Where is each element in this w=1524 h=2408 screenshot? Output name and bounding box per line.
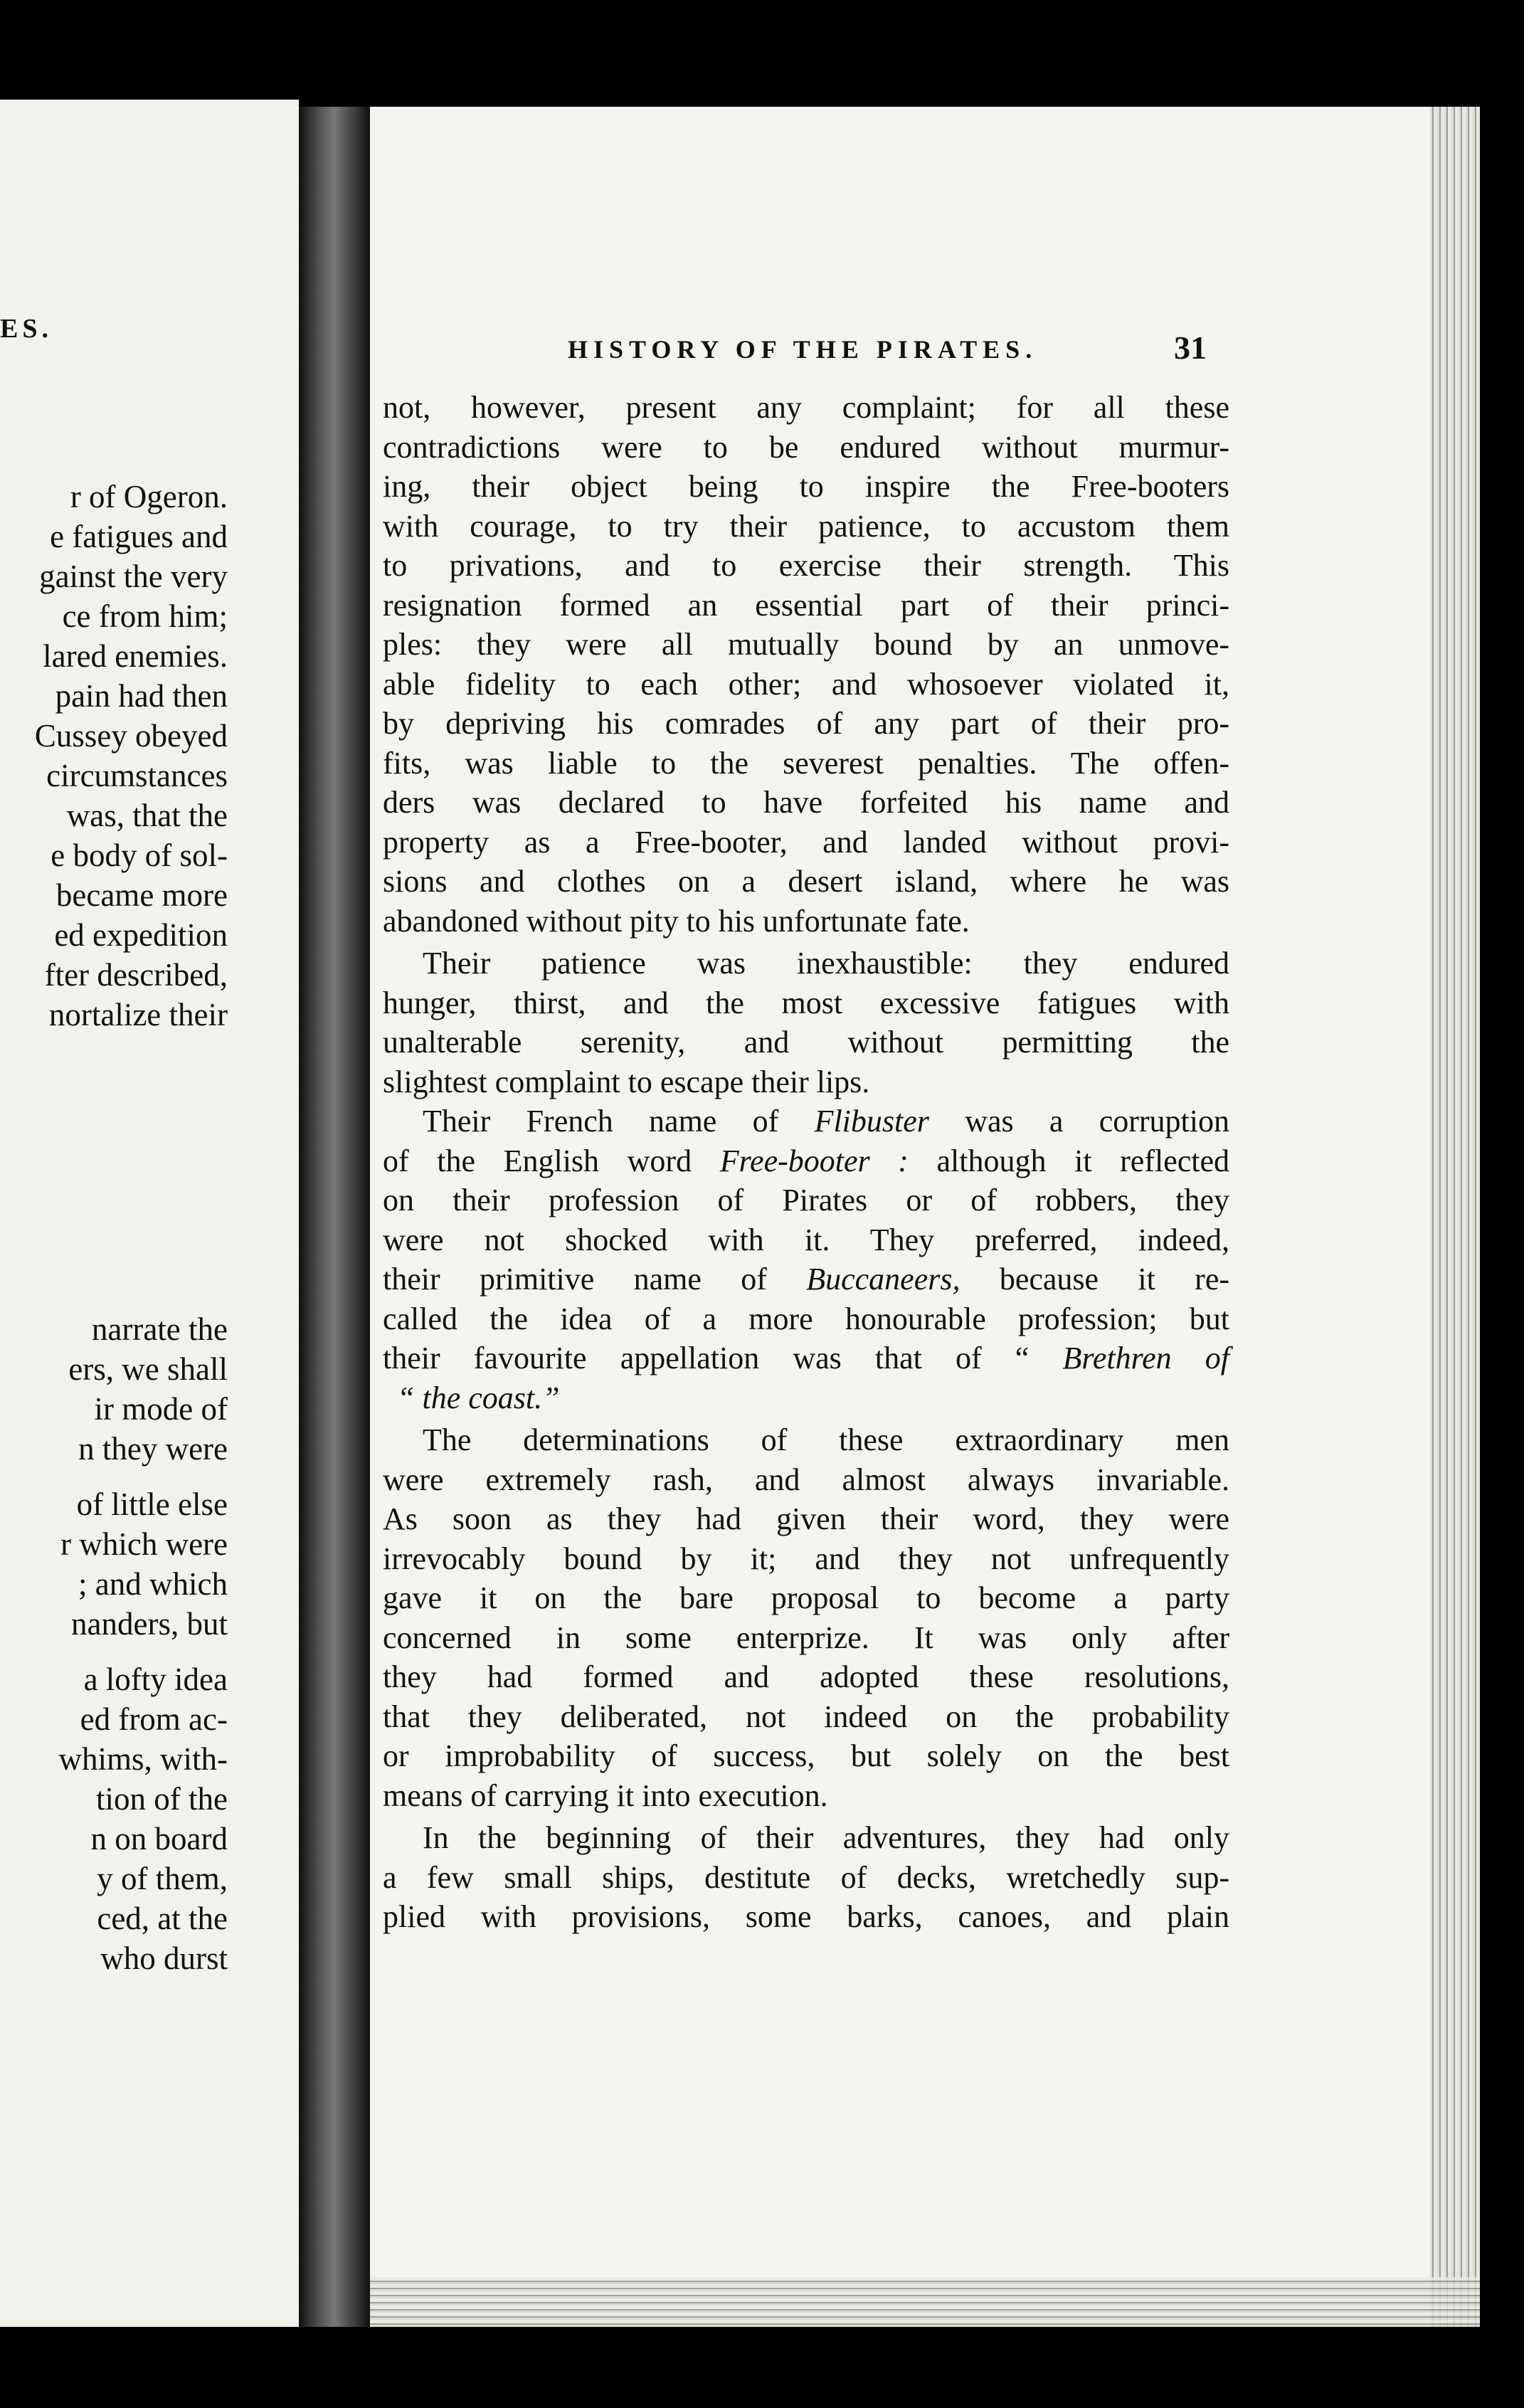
text-line: a few small ships, destitute of decks, wretchedly sup- bbox=[383, 1859, 1229, 1895]
left-line: ced, at the bbox=[97, 1901, 228, 1936]
text-run: although it reflected bbox=[936, 1143, 1230, 1178]
text-run: was a corruption bbox=[965, 1104, 1230, 1139]
left-line: n on board bbox=[90, 1821, 228, 1857]
left-page-fragment bbox=[0, 100, 299, 2327]
text-run: their primitive name of bbox=[383, 1262, 767, 1297]
text-line: or improbability of success, but solely on the best bbox=[383, 1738, 1229, 1773]
left-line: circumstances bbox=[46, 758, 228, 793]
left-line: ed from ac- bbox=[80, 1701, 228, 1737]
text-line bbox=[383, 1338, 1229, 1378]
left-line: ed expedition bbox=[54, 917, 228, 953]
text-run: because it re- bbox=[999, 1262, 1230, 1297]
text-line: by depriving his comrades of any part of their pro- bbox=[383, 706, 1229, 741]
left-line: a lofty idea bbox=[83, 1662, 228, 1697]
text-line: unalterable serenity, and without permitting the bbox=[383, 1025, 1229, 1060]
left-line: ; and which bbox=[78, 1566, 228, 1602]
left-line: who durst bbox=[100, 1940, 228, 1976]
paragraph-gap bbox=[0, 1469, 228, 1484]
text-line: gave it on the bare proposal to become a party bbox=[383, 1580, 1229, 1615]
left-line: ce from him; bbox=[62, 598, 228, 634]
text-line: sions and clothes on a desert island, where he was bbox=[383, 864, 1229, 899]
text-line: hunger, thirst, and the most excessive fatigues with bbox=[383, 985, 1229, 1020]
paragraph-gap bbox=[0, 1644, 228, 1659]
italic-term: Flibuster bbox=[814, 1104, 929, 1139]
text-line: were extremely rash, and almost always invariable. bbox=[383, 1462, 1229, 1497]
text-line: that they deliberated, not indeed on the probability bbox=[383, 1699, 1229, 1734]
text-line: property as a Free-booter, and landed without provi- bbox=[383, 824, 1229, 860]
text-line: not, however, present any complaint; for all these bbox=[383, 390, 1229, 425]
text-line: were not shocked with it. They preferred, indeed, bbox=[383, 1222, 1229, 1257]
text-line: means of carrying it into execution. bbox=[383, 1778, 828, 1813]
left-line: e body of sol- bbox=[51, 838, 228, 873]
page-edge-bottom bbox=[370, 2277, 1480, 2327]
text-line bbox=[383, 1378, 1229, 1418]
text-line: on their profession of Pirates or of robbers, they bbox=[383, 1183, 1229, 1218]
left-running-head: ES. bbox=[0, 314, 53, 344]
italic-term: Free-booter : bbox=[719, 1143, 909, 1178]
text-line: concerned in some enterprize. It was only after bbox=[383, 1620, 1229, 1655]
text-line: Their patience was inexhaustible: they endured bbox=[423, 946, 1229, 981]
book-gutter bbox=[299, 107, 370, 2327]
text-line: ples: they were all mutually bound by an unmove- bbox=[383, 627, 1229, 662]
text-line: able fidelity to each other; and whosoever violated it, bbox=[383, 666, 1229, 702]
text-line bbox=[383, 1102, 1229, 1141]
text-line: to privations, and to exercise their strength. This bbox=[383, 548, 1229, 583]
left-text-block-top bbox=[0, 477, 228, 1035]
text-run: their favourite appellation was that of “ bbox=[383, 1341, 1030, 1375]
left-line: tion of the bbox=[96, 1781, 228, 1817]
left-line: r which were bbox=[60, 1526, 228, 1562]
left-line: became more bbox=[55, 877, 228, 913]
right-page bbox=[370, 107, 1480, 2327]
left-line: whims, with- bbox=[58, 1741, 228, 1777]
left-line: y of them, bbox=[97, 1861, 228, 1896]
text-line: ders was declared to have forfeited his name and bbox=[383, 785, 1229, 820]
text-line: with courage, to try their patience, to accustom them bbox=[383, 508, 1229, 544]
running-head: HISTORY OF THE PIRATES. bbox=[568, 335, 1038, 364]
text-line: fits, was liable to the severest penalties. The offen- bbox=[383, 745, 1229, 781]
left-line: nanders, but bbox=[71, 1606, 228, 1642]
body-text bbox=[383, 388, 1229, 1937]
left-line: nortalize their bbox=[48, 997, 228, 1033]
left-line: r of Ogeron. bbox=[70, 479, 228, 514]
left-line: gainst the very bbox=[39, 559, 228, 594]
text-line: In the beginning of their adventures, they had only bbox=[423, 1820, 1229, 1855]
left-line: lared enemies. bbox=[43, 638, 228, 674]
left-line: was, that the bbox=[66, 798, 228, 833]
text-run: of the English word bbox=[383, 1143, 692, 1178]
text-line: plied with provisions, some barks, canoes, and plain bbox=[383, 1899, 1229, 1934]
left-line: n they were bbox=[78, 1431, 228, 1467]
left-line: e fatigues and bbox=[50, 519, 228, 554]
text-line: The determinations of these extraordinary men bbox=[423, 1422, 1229, 1457]
text-line: they had formed and adopted these resolutions, bbox=[383, 1659, 1229, 1694]
text-line bbox=[383, 1260, 1229, 1299]
text-line: contradictions were to be endured without murmur- bbox=[383, 429, 1229, 465]
text-line: resignation formed an essential part of their princi- bbox=[383, 587, 1229, 623]
left-line: ir mode of bbox=[94, 1391, 228, 1427]
page-edge-right bbox=[1430, 107, 1480, 2327]
text-line: ing, their object being to inspire the Free-booters bbox=[383, 469, 1229, 504]
left-line: Cussey obeyed bbox=[34, 718, 228, 754]
text-line: called the idea of a more honourable profession; but bbox=[383, 1301, 1229, 1336]
text-run: Their French name of bbox=[423, 1104, 779, 1139]
left-line: of little else bbox=[76, 1486, 228, 1522]
italic-term: Brethren of bbox=[1062, 1341, 1229, 1375]
text-line: irrevocably bound by it; and they not unfrequently bbox=[383, 1541, 1229, 1576]
left-text-block-bottom bbox=[0, 1309, 228, 1978]
text-line: As soon as they had given their word, they were bbox=[383, 1501, 1229, 1536]
left-line: narrate the bbox=[91, 1311, 228, 1347]
italic-term: “ the coast.” bbox=[397, 1380, 560, 1415]
left-line: pain had then bbox=[55, 678, 228, 714]
left-line: ers, we shall bbox=[68, 1351, 228, 1387]
italic-term: Buccaneers, bbox=[806, 1262, 961, 1297]
text-line: slightest complaint to escape their lips. bbox=[383, 1064, 870, 1099]
page-number: 31 bbox=[1174, 329, 1207, 366]
text-line bbox=[383, 1141, 1229, 1181]
text-line: abandoned without pity to his unfortunate fate. bbox=[383, 903, 970, 939]
left-line: fter described, bbox=[44, 957, 228, 993]
